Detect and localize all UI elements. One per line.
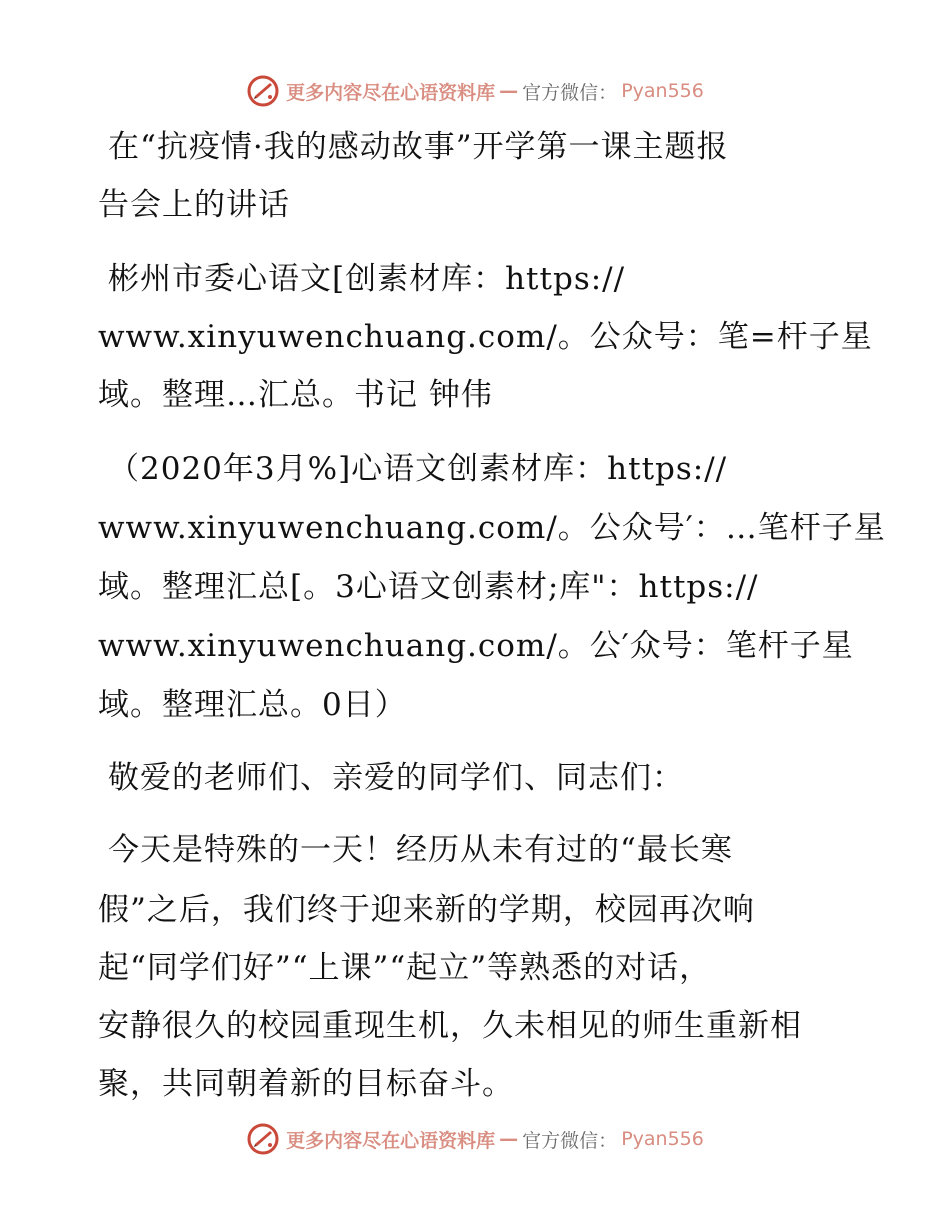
watermark-wechat-id: Pyan556 bbox=[621, 1128, 704, 1150]
watermark-text: 更多内容尽在心语资料库 bbox=[286, 81, 496, 104]
date-line-5: 域。整理汇总。0日） bbox=[98, 687, 407, 723]
byline-line-2: www.xinyuwenchuang.com/。公众号：笔=杆子星 bbox=[98, 319, 873, 355]
date-line-1: （2020年3月%]心语文创素材库：https:// bbox=[108, 451, 728, 487]
watermark-logo-icon bbox=[246, 74, 280, 108]
paragraph-line-4: 安静很久的校园重现生机，久未相见的师生重新相 bbox=[98, 1008, 802, 1044]
watermark-banner-bottom bbox=[0, 1121, 950, 1157]
paragraph-line-2: 假”之后，我们终于迎来新的学期，校园再次响 bbox=[98, 892, 755, 928]
date-line-2: www.xinyuwenchuang.com/。公众号′：…笔杆子星 bbox=[98, 510, 886, 546]
document-title-line-2: 告会上的讲话 bbox=[98, 187, 290, 223]
watermark-dash: — bbox=[499, 1128, 519, 1150]
watermark-wechat-id: Pyan556 bbox=[621, 80, 704, 102]
watermark-dash: — bbox=[499, 80, 519, 102]
watermark-banner-top bbox=[0, 73, 950, 109]
paragraph-line-5: 聚，共同朝着新的目标奋斗。 bbox=[98, 1066, 514, 1102]
watermark-logo-icon bbox=[246, 1122, 280, 1156]
byline-line-3: 域。整理…汇总。书记 钟伟 bbox=[98, 377, 493, 413]
date-line-4: www.xinyuwenchuang.com/。公′众号：笔杆子星 bbox=[98, 628, 854, 664]
salutation: 敬爱的老师们、亲爱的同学们、同志们： bbox=[108, 760, 684, 796]
paragraph-line-1: 今天是特殊的一天！经历从未有过的“最长寒 bbox=[108, 832, 733, 868]
document-title-line-1: 在“抗疫情·我的感动故事”开学第一课主题报 bbox=[108, 129, 729, 165]
watermark-wechat-label: 官方微信： bbox=[522, 1129, 618, 1152]
watermark-wechat-label: 官方微信： bbox=[522, 81, 618, 104]
paragraph-line-3: 起“同学们好”“上课”“起立”等熟悉的对话， bbox=[98, 950, 712, 986]
byline-line-1: 彬州市委心语文[创素材库：https:// bbox=[108, 261, 626, 297]
date-line-3: 域。整理汇总[。3心语文创素材;库"：https:// bbox=[98, 569, 759, 605]
watermark-text: 更多内容尽在心语资料库 bbox=[286, 1129, 496, 1152]
